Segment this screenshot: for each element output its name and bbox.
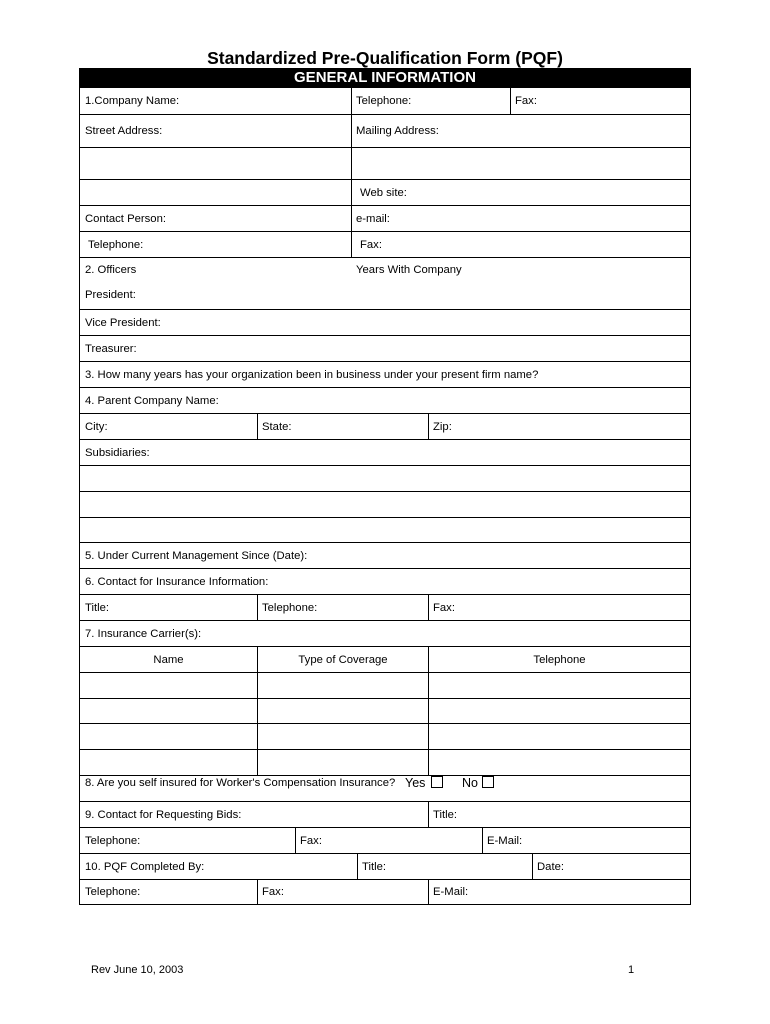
- website-field[interactable]: [351, 180, 690, 205]
- company-telephone-label: Telephone:: [356, 95, 412, 107]
- contact-email-label: e-mail:: [356, 212, 390, 225]
- parent-company-name-field[interactable]: [80, 388, 690, 413]
- contact-person-field[interactable]: [80, 206, 351, 231]
- row-address-continued: [79, 147, 691, 180]
- carrier-name-field[interactable]: [80, 699, 257, 723]
- row-completed-by: [79, 853, 691, 880]
- bid-contact-title-label: Title:: [433, 808, 458, 821]
- completed-by-date-field[interactable]: [532, 854, 690, 879]
- row-parent-location: [79, 413, 691, 440]
- contact-fax-label: Fax:: [360, 238, 382, 251]
- row-insurance-carriers: [79, 620, 691, 647]
- treasurer-label: Treasurer:: [85, 342, 137, 355]
- carrier-name-field[interactable]: [80, 724, 257, 749]
- insurance-contact-field[interactable]: [80, 569, 690, 594]
- row-bid-contact: [79, 801, 691, 828]
- column-header-type-of-coverage-text: Type of Coverage: [298, 653, 388, 666]
- parent-zip-field[interactable]: [428, 414, 690, 439]
- street-address-line-3-field[interactable]: [80, 180, 351, 205]
- subsidiaries-field[interactable]: [80, 440, 690, 465]
- contact-person-label: Contact Person:: [85, 212, 167, 225]
- completed-by-fax-label: Fax:: [262, 886, 284, 898]
- table-row: [79, 672, 691, 699]
- row-officers-president: [79, 257, 691, 310]
- company-name-field[interactable]: [80, 88, 351, 114]
- insurance-contact-fax-label: Fax:: [433, 601, 455, 614]
- mailing-address-label: Mailing Address:: [356, 125, 439, 137]
- table-row: [79, 698, 691, 724]
- row-subsidiaries-blank: [79, 491, 691, 518]
- yes-option-label: Yes: [405, 776, 426, 790]
- self-insured-question-cell: [80, 776, 400, 801]
- carrier-name-field[interactable]: [80, 750, 257, 775]
- carrier-coverage-field[interactable]: [257, 724, 428, 749]
- parent-city-label: City:: [85, 420, 108, 433]
- row-bid-contact-details: [79, 827, 691, 854]
- carrier-coverage-field[interactable]: [257, 750, 428, 775]
- column-header-type-of-coverage: [257, 647, 428, 672]
- column-header-telephone-text: Telephone: [533, 653, 586, 666]
- table-row: [79, 749, 691, 776]
- column-header-telephone: [428, 647, 690, 672]
- bid-contact-title-field[interactable]: [428, 802, 690, 827]
- vice-president-field[interactable]: [80, 310, 690, 335]
- president-field[interactable]: [80, 258, 690, 309]
- insurance-carriers-header-row: [79, 646, 691, 673]
- years-in-business-question: 3. How many years has your organization been in business under your present firm name?: [85, 368, 539, 381]
- row-completed-by-details: [79, 879, 691, 905]
- bid-contact-fax-field[interactable]: [295, 828, 482, 853]
- contact-telephone-field[interactable]: [80, 232, 351, 257]
- current-management-label: 5. Under Current Management Since (Date):: [85, 549, 308, 562]
- bid-contact-email-field[interactable]: [482, 828, 690, 853]
- completed-by-telephone-field[interactable]: [80, 880, 257, 904]
- insurance-carriers-heading-cell: [80, 621, 690, 646]
- mailing-address-field[interactable]: [351, 115, 690, 147]
- carrier-coverage-field[interactable]: [257, 673, 428, 698]
- completed-by-email-field[interactable]: [428, 880, 690, 904]
- yes-checkbox[interactable]: [431, 776, 443, 788]
- company-fax-field[interactable]: [510, 88, 690, 114]
- row-self-insured: [79, 775, 691, 802]
- street-address-label: Street Address:: [85, 125, 163, 137]
- row-years-in-business: [79, 361, 691, 388]
- no-option-label: No: [462, 776, 478, 790]
- street-address-field[interactable]: [80, 115, 351, 147]
- completed-by-date-label: Date:: [537, 860, 565, 873]
- company-fax-label: Fax:: [515, 95, 537, 107]
- completed-by-title-label: Title:: [362, 860, 387, 873]
- section-header-general-information: GENERAL INFORMATION: [79, 68, 691, 88]
- subsidiaries-line-field[interactable]: [80, 518, 690, 542]
- no-checkbox[interactable]: [482, 776, 494, 788]
- contact-telephone-label: Telephone:: [88, 238, 144, 251]
- president-label: President:: [85, 289, 136, 301]
- website-label: Web site:: [360, 186, 407, 199]
- carrier-telephone-field[interactable]: [428, 673, 690, 698]
- insurance-carriers-label: 7. Insurance Carrier(s):: [85, 627, 202, 640]
- completed-by-email-label: E-Mail:: [433, 886, 469, 898]
- insurance-contact-telephone-label: Telephone:: [262, 601, 318, 614]
- bid-contact-label: 9. Contact for Requesting Bids:: [85, 808, 242, 821]
- mailing-address-line-2-field[interactable]: [351, 148, 690, 179]
- column-header-name-text: Name: [153, 653, 184, 666]
- company-name-label: 1.Company Name:: [85, 95, 180, 107]
- carrier-coverage-field[interactable]: [257, 699, 428, 723]
- completed-by-telephone-label: Telephone:: [85, 886, 141, 898]
- row-parent-company: [79, 387, 691, 414]
- insurance-contact-title-field[interactable]: [80, 595, 257, 620]
- bid-contact-email-label: E-Mail:: [487, 834, 523, 847]
- table-row: [79, 723, 691, 750]
- carrier-name-field[interactable]: [80, 673, 257, 698]
- carrier-telephone-field[interactable]: [428, 724, 690, 749]
- insurance-contact-label: 6. Contact for Insurance Information:: [85, 575, 269, 588]
- bid-contact-field[interactable]: [80, 802, 428, 827]
- bid-contact-fax-label: Fax:: [300, 834, 322, 847]
- footer-page-number: 1: [628, 964, 635, 976]
- row-insurance-contact-details: [79, 594, 691, 621]
- insurance-contact-fax-field[interactable]: [428, 595, 690, 620]
- vice-president-label: Vice President:: [85, 316, 161, 329]
- self-insured-question: 8. Are you self insured for Worker's Compensation Insurance?: [85, 777, 396, 789]
- row-treasurer: [79, 335, 691, 362]
- carrier-telephone-field[interactable]: [428, 750, 690, 775]
- row-website: [79, 179, 691, 206]
- parent-city-field[interactable]: [80, 414, 257, 439]
- completed-by-title-field[interactable]: [357, 854, 532, 879]
- row-insurance-contact: [79, 568, 691, 595]
- row-addresses: [79, 114, 691, 148]
- parent-company-name-label: 4. Parent Company Name:: [85, 394, 219, 407]
- insurance-contact-title-label: Title:: [85, 601, 110, 614]
- contact-fax-field[interactable]: [351, 232, 690, 257]
- bid-contact-telephone-field[interactable]: [80, 828, 295, 853]
- parent-zip-label: Zip:: [433, 420, 452, 433]
- column-header-name: [80, 647, 257, 672]
- completed-by-label: 10. PQF Completed By:: [85, 860, 205, 873]
- parent-state-label: State:: [262, 420, 292, 433]
- subsidiaries-label: Subsidiaries:: [85, 446, 150, 459]
- row-current-management: [79, 542, 691, 569]
- completed-by-fax-field[interactable]: [257, 880, 428, 904]
- row-subsidiaries: [79, 439, 691, 466]
- subsidiaries-line-field[interactable]: [80, 492, 690, 517]
- row-contact-person: [79, 205, 691, 232]
- contact-email-field[interactable]: [351, 206, 690, 231]
- years-in-business-field[interactable]: [80, 362, 690, 387]
- years-with-company-heading: Years With Company: [356, 264, 462, 276]
- row-contact-phone: [79, 231, 691, 258]
- company-telephone-field[interactable]: [351, 88, 510, 114]
- row-vice-president: [79, 309, 691, 336]
- parent-state-field[interactable]: [257, 414, 428, 439]
- footer-revision: Rev June 10, 2003: [91, 964, 184, 976]
- subsidiaries-line-field[interactable]: [80, 466, 690, 491]
- street-address-line-2-field[interactable]: [80, 148, 351, 179]
- bid-contact-telephone-label: Telephone:: [85, 834, 141, 847]
- officers-heading: 2. Officers: [85, 264, 137, 276]
- row-company: [79, 87, 691, 115]
- completed-by-field[interactable]: [80, 854, 357, 879]
- row-subsidiaries-blank: [79, 465, 691, 492]
- current-management-date-field[interactable]: [80, 543, 690, 568]
- insurance-contact-telephone-field[interactable]: [257, 595, 428, 620]
- treasurer-field[interactable]: [80, 336, 690, 361]
- page-title: Standardized Pre-Qualification Form (PQF): [207, 48, 563, 68]
- row-subsidiaries-blank: [79, 517, 691, 543]
- carrier-telephone-field[interactable]: [428, 699, 690, 723]
